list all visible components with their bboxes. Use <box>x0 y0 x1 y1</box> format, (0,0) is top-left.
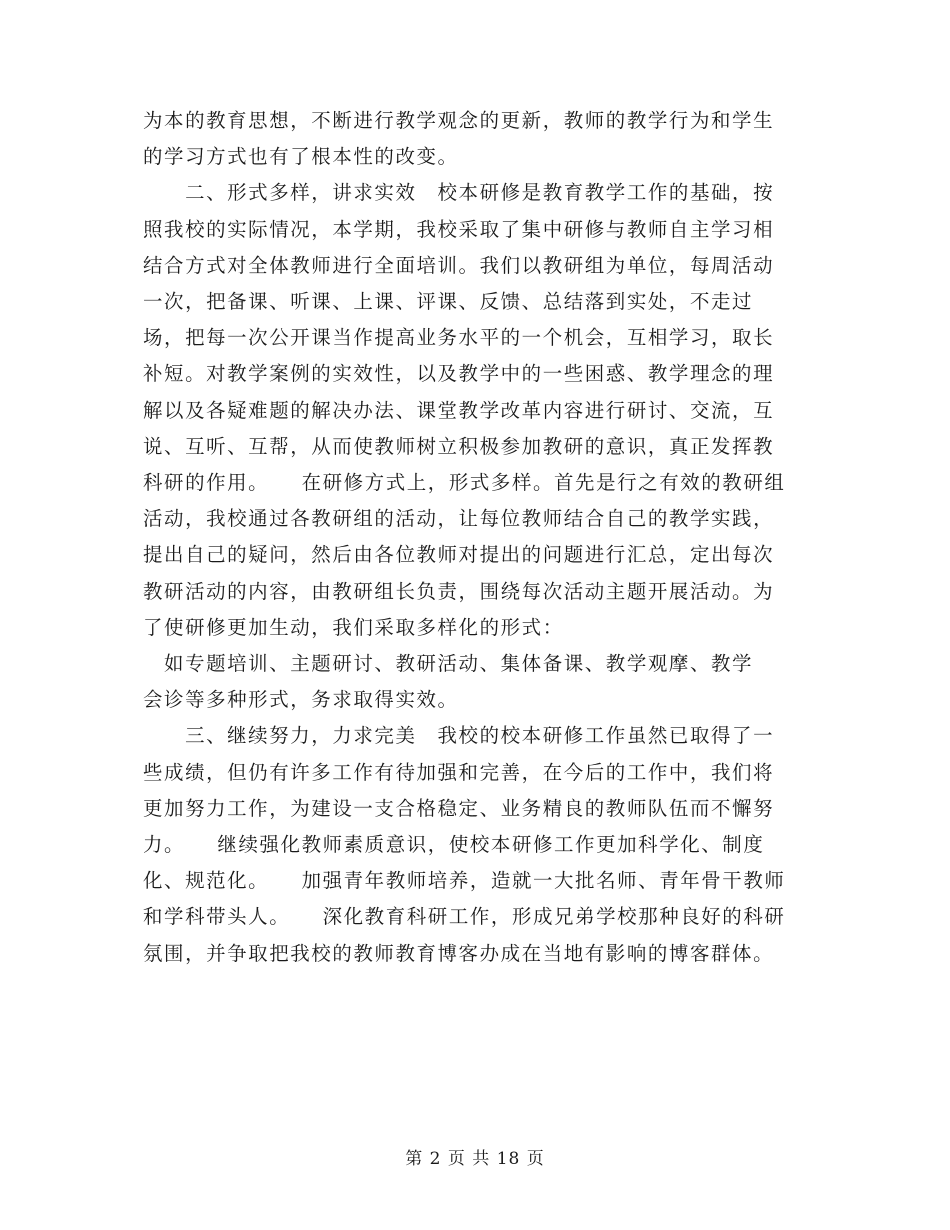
text-line: 场，把每一次公开课当作提高业务水平的一个机会，互相学习，取长 <box>143 326 775 350</box>
text-line: 化、规范化。 加强青年教师培养，造就一大批名师、青年骨干教师 <box>143 869 786 893</box>
text-line: 为本的教育思想，不断进行教学观念的更新，教师的教学行为和学生 <box>143 109 775 132</box>
text-line: 解以及各疑难题的解决办法、课堂教学改革内容进行研讨、交流，互 <box>143 398 775 422</box>
text-line: 的学习方式也有了根本性的改变。 <box>143 145 459 169</box>
text-line: 氛围，并争取把我校的教师教育博客办成在当地有影响的博客群体。 <box>143 941 775 965</box>
text-line: 补短。对教学案例的实效性，以及教学中的一些困惑、教学理念的理 <box>143 362 775 386</box>
text-line: 提出自己的疑问，然后由各位教师对提出的问题进行汇总，定出每次 <box>143 543 775 567</box>
text-line: 科研的作用。 在研修方式上，形式多样。首先是行之有效的教研组 <box>143 471 786 494</box>
page-number-footer: 第 2 页 共 18 页 <box>405 1149 545 1169</box>
text-line: 更加努力工作，为建设一支合格稳定、业务精良的教师队伍而不懈努 <box>143 796 775 820</box>
text-line: 力。 继续强化教师素质意识，使校本研修工作更加科学化、制度 <box>143 833 765 856</box>
text-line: 如专题培训、主题研讨、教研活动、集体备课、教学观摩、教学 <box>143 652 754 675</box>
text-line: 了使研修更加生动，我们采取多样化的形式： <box>143 615 564 639</box>
text-line: 照我校的实际情况，本学期，我校采取了集中研修与教师自主学习相 <box>143 217 775 241</box>
text-line: 教研活动的内容，由教研组长负责，围绕每次活动主题开展活动。为 <box>143 579 775 603</box>
text-line: 结合方式对全体教师进行全面培训。我们以教研组为单位，每周活动 <box>143 253 775 277</box>
text-line: 说、互听、互帮，从而使教师树立积极参加教研的意识，真正发挥教 <box>143 434 775 458</box>
text-line: 些成绩，但仍有许多工作有待加强和完善，在今后的工作中，我们将 <box>143 760 775 784</box>
text-line: 活动，我校通过各教研组的活动，让每位教师结合自己的教学实践， <box>143 507 775 531</box>
text-line: 二、形式多样，讲求实效 校本研修是教育教学工作的基础，按 <box>143 181 775 205</box>
text-line: 和学科带头人。 深化教育科研工作，形成兄弟学校那种良好的科研 <box>143 905 786 929</box>
text-line: 三、继续努力，力求完美 我校的校本研修工作虽然已取得了一 <box>143 724 775 748</box>
text-line: 会诊等多种形式，务求取得实效。 <box>143 688 459 712</box>
text-line: 一次，把备课、听课、上课、评课、反馈、总结落到实处，不走过 <box>143 290 754 313</box>
